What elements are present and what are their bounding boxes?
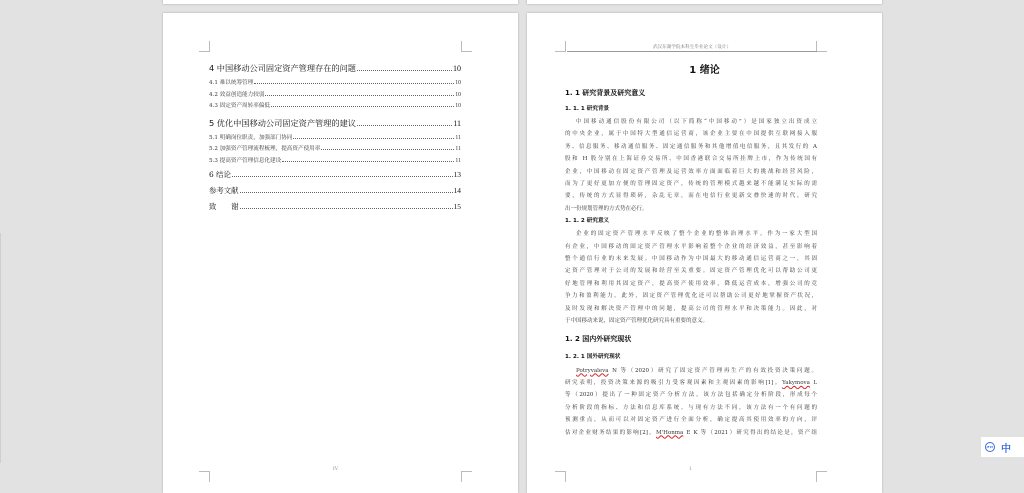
document-body[interactable]: [565, 83, 817, 439]
crop-mark: [199, 471, 210, 482]
chapter-title: 1 绪论: [689, 65, 720, 76]
spellcheck-word[interactable]: Potryvaleva: [576, 367, 609, 374]
running-header: 武汉东湖学院本科生毕业论文（设计）: [567, 44, 817, 52]
crop-mark: [461, 471, 472, 482]
toc-entry[interactable]: 4.1 难以统筹管理 10: [209, 80, 461, 86]
crop-mark: [199, 41, 210, 52]
section-heading: 1. 2 国内外研究现状: [565, 334, 632, 343]
paragraph-background: 中国移动通信股份有限公司（以下简称“中国移动”）是国家独立出资成立 的中央企业，属于中国特大型通信运营商，该企业主要在中国提供互联网接入服 务、信息服务、移动通信服务、固定通信服务和其他增值电信服务，且其发行的 A 股和 H 股分别在上海证券交易所、中国香港联合交易所挂牌上市，作为传统国有 企业，中国移动在固定资产管理及运营效率方面面临着巨大的挑战和经营风险， 而为了更好更加方便的管理固定资产，传统的管理模式越来越不能满足实际的需 要，传统的方式显得琐碎，杂乱无章，而在电信行业更新交叠快速的时代，研究 出一份规划管理的方式势在必行。: [565, 119, 817, 212]
spellcheck-word[interactable]: M'Honma: [656, 429, 684, 436]
toc-entry[interactable]: 6 结论 13: [209, 170, 461, 179]
page-number: 1: [689, 467, 692, 472]
crop-mark: [461, 41, 472, 52]
ime-logo-icon[interactable]: iFLY: [985, 442, 995, 452]
toc-entry[interactable]: 4 中国移动公司固定资产管理存在的问题 10: [209, 63, 461, 73]
subsection-heading: 1. 2. 1 国外研究现状: [565, 353, 621, 360]
chapter-page: [527, 13, 882, 493]
previous-page-right: [527, 0, 882, 4]
toc-entry[interactable]: 4.2 效益创造能力较弱 10: [209, 91, 461, 98]
spellcheck-word[interactable]: Yakymova: [782, 379, 810, 386]
table-of-contents: [209, 58, 461, 215]
crop-mark: [555, 471, 566, 482]
paragraph-significance: 企业的固定资产管理水平反映了整个企业的整体治理水平。作为一家大型国 有企业，中国移动的固定资产管理水平影响着整个企业的经济效益，甚至影响着 整个通信行业的未来发展。中国移动作为中国最大的移动通信运营商之一，其固 定资产管理对于公司的发展和经营至关重要。固定资产管理优化可以帮助公司更 好地管理和利用其固定资产，提高资产使用效率，降低运营成本，增强公司的竞 争力和盈利能力。此外，固定资产管理优化还可以帮助公司更好地掌握资产状况， 及时发现和解决资产管理中的问题，提高公司的管理水平和决策能力。因此，对 于中国移动来说，固定资产管理优化研究具有重要的意义。: [565, 231, 817, 325]
previous-page-left: [163, 0, 518, 4]
toc-entry[interactable]: 参考文献 14: [209, 186, 461, 195]
page-number: IV: [333, 467, 339, 472]
toc-page: [163, 13, 518, 493]
subsection-heading: 1. 1. 1 研究背景: [565, 106, 610, 112]
crop-mark: [555, 41, 566, 52]
toc-entry[interactable]: 5.2 加强资产管理流程梳理，提高资产使用率 11: [209, 146, 461, 152]
section-heading: 1. 1 研究背景及研究意义: [565, 89, 646, 97]
ime-toolbar[interactable]: [981, 437, 1024, 457]
crop-mark: [816, 471, 827, 482]
ime-language-toggle[interactable]: 中: [1001, 443, 1011, 455]
paragraph-foreign-research: Potryvaleva N 等（2020）研究了固定资产管理再生产的有效投资决策问题。 研究表明，投资决策来源的吸引力受客观因素和主观因素的影响[1]。Yakymova L 等（2020）提出了一种固定资产分析方法，该方法包括确定分析阶段，形成每个 分析阶段的指标、方法和信息库系统。与现有方法不同，该方法有一个有问题的 预测重点，从而可以对固定资产进行全面分析，确定提高其使用效率的方向，评 估对企业财务结果的影响[2]。M'Honma E K 等（2021）研究得出的结论是，资产组: [565, 367, 817, 436]
crop-mark: [816, 41, 827, 52]
window-edge: [0, 233, 1, 463]
toc-entry[interactable]: 致 谢 15: [209, 202, 461, 211]
subsection-heading: 1. 1. 2 研究意义: [565, 218, 610, 225]
toc-entry[interactable]: 5.3 提高资产管理信息化建设 11: [209, 157, 461, 164]
toc-entry[interactable]: 4.3 固定资产周转率偏低 10: [209, 103, 461, 109]
toc-entry[interactable]: 5.1 明确岗位职责，加强部门协同 11: [209, 134, 461, 141]
toc-entry[interactable]: 5 优化中国移动公司固定资产管理的建议 11: [209, 117, 461, 128]
